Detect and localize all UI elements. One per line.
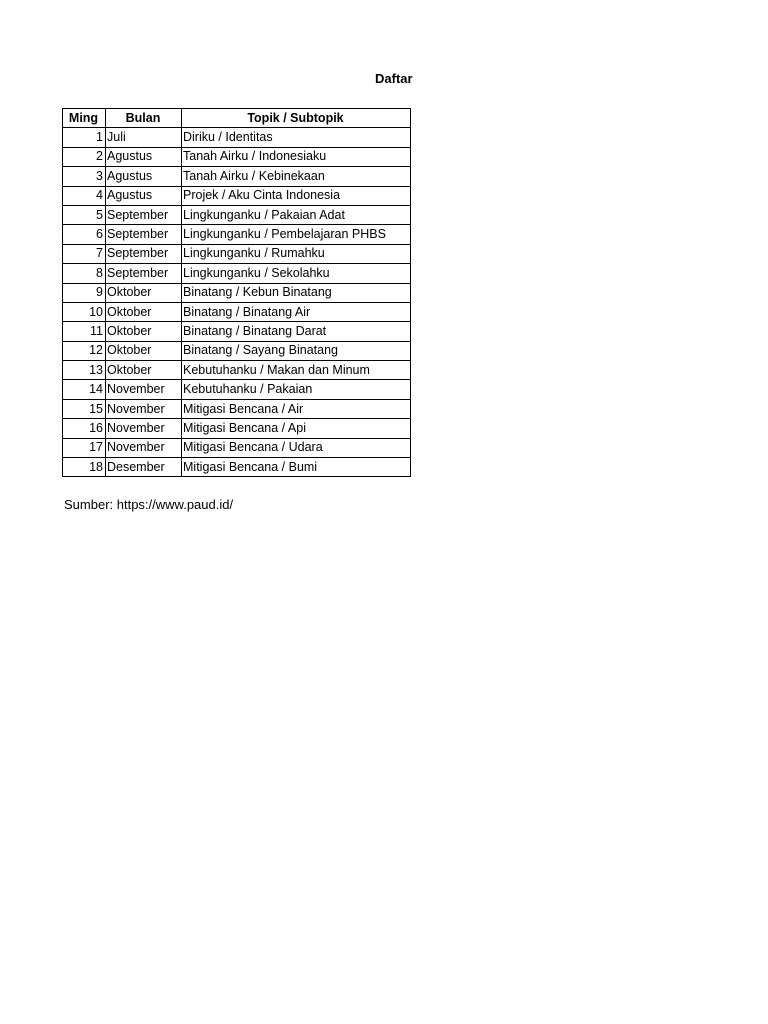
cell-bulan: November	[106, 380, 182, 399]
cell-bulan: Agustus	[106, 167, 182, 186]
cell-ming: 3	[63, 167, 106, 186]
cell-ming: 6	[63, 225, 106, 244]
cell-topik: Lingkunganku / Sekolahku	[182, 264, 411, 283]
table-row	[63, 225, 411, 244]
cell-ming: 17	[63, 438, 106, 457]
source-note: Sumber: https://www.paud.id/	[64, 497, 234, 512]
cell-topik: Lingkunganku / Pembelajaran PHBS	[182, 225, 411, 244]
table-row	[63, 458, 411, 477]
cell-bulan: Agustus	[106, 186, 182, 205]
table-row	[63, 283, 411, 302]
table-row	[63, 361, 411, 380]
cell-topik: Binatang / Binatang Air	[182, 302, 411, 321]
cell-bulan: Oktober	[106, 322, 182, 341]
cell-topik: Mitigasi Bencana / Api	[182, 419, 411, 438]
cell-bulan: September	[106, 225, 182, 244]
cell-bulan: Oktober	[106, 302, 182, 321]
cell-ming: 11	[63, 322, 106, 341]
header-topik: Topik / Subtopik	[182, 109, 411, 128]
table-row	[63, 205, 411, 224]
cell-bulan: November	[106, 399, 182, 418]
cell-bulan: November	[106, 438, 182, 457]
cell-topik: Diriku / Identitas	[182, 128, 411, 147]
cell-bulan: Agustus	[106, 147, 182, 166]
table-row	[63, 264, 411, 283]
cell-ming: 10	[63, 302, 106, 321]
cell-topik: Tanah Airku / Kebinekaan	[182, 167, 411, 186]
cell-bulan: Oktober	[106, 361, 182, 380]
cell-topik: Binatang / Binatang Darat	[182, 322, 411, 341]
cell-bulan: September	[106, 244, 182, 263]
cell-ming: 1	[63, 128, 106, 147]
cell-topik: Kebutuhanku / Makan dan Minum	[182, 361, 411, 380]
cell-bulan: September	[106, 264, 182, 283]
cell-bulan: November	[106, 419, 182, 438]
cell-ming: 5	[63, 205, 106, 224]
table-row	[63, 128, 411, 147]
topic-table	[62, 108, 411, 477]
cell-topik: Lingkunganku / Rumahku	[182, 244, 411, 263]
cell-bulan: Oktober	[106, 283, 182, 302]
cell-topik: Mitigasi Bencana / Udara	[182, 438, 411, 457]
table-row	[63, 341, 411, 360]
cell-ming: 4	[63, 186, 106, 205]
table-row	[63, 419, 411, 438]
cell-topik: Tanah Airku / Indonesiaku	[182, 147, 411, 166]
cell-ming: 14	[63, 380, 106, 399]
table-row	[63, 302, 411, 321]
cell-ming: 12	[63, 341, 106, 360]
cell-topik: Mitigasi Bencana / Air	[182, 399, 411, 418]
cell-ming: 8	[63, 264, 106, 283]
cell-ming: 15	[63, 399, 106, 418]
cell-ming: 9	[63, 283, 106, 302]
cell-topik: Lingkunganku / Pakaian Adat	[182, 205, 411, 224]
cell-bulan: Oktober	[106, 341, 182, 360]
table-header-row	[63, 109, 411, 128]
table-row	[63, 322, 411, 341]
page-title: Daftar	[375, 71, 413, 86]
header-bulan: Bulan	[106, 109, 182, 128]
header-ming: Ming	[63, 109, 106, 128]
table-row	[63, 186, 411, 205]
cell-bulan: September	[106, 205, 182, 224]
table-row	[63, 399, 411, 418]
table-row	[63, 244, 411, 263]
cell-ming: 18	[63, 458, 106, 477]
cell-ming: 7	[63, 244, 106, 263]
table-row	[63, 167, 411, 186]
table-row	[63, 380, 411, 399]
cell-topik: Binatang / Sayang Binatang	[182, 341, 411, 360]
cell-topik: Binatang / Kebun Binatang	[182, 283, 411, 302]
cell-ming: 2	[63, 147, 106, 166]
cell-topik: Mitigasi Bencana / Bumi	[182, 458, 411, 477]
cell-topik: Projek / Aku Cinta Indonesia	[182, 186, 411, 205]
table-row	[63, 147, 411, 166]
cell-bulan: Desember	[106, 458, 182, 477]
table-row	[63, 438, 411, 457]
cell-topik: Kebutuhanku / Pakaian	[182, 380, 411, 399]
cell-ming: 13	[63, 361, 106, 380]
cell-ming: 16	[63, 419, 106, 438]
cell-bulan: Juli	[106, 128, 182, 147]
table-body	[63, 128, 411, 477]
